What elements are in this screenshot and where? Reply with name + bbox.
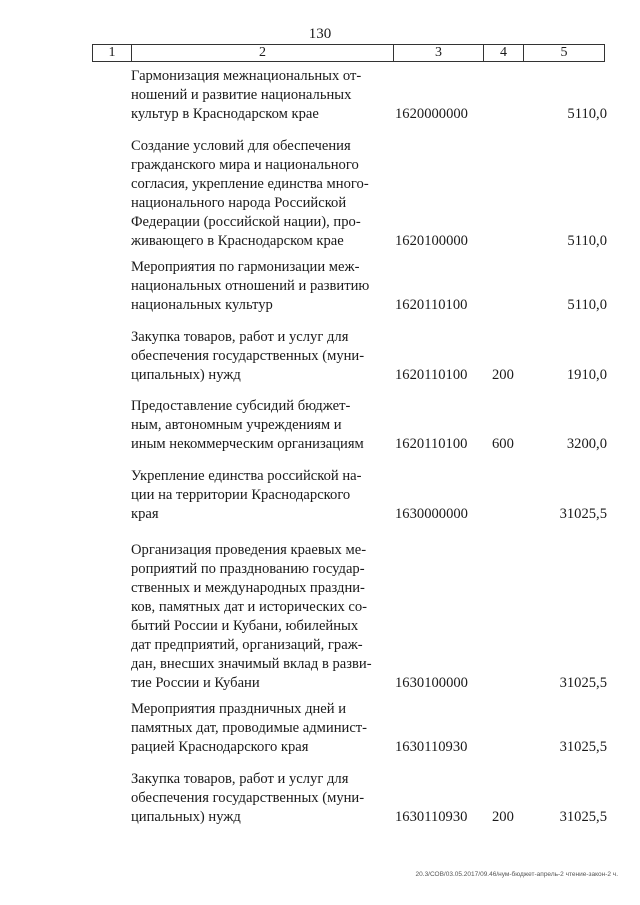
- table-row: [0, 67, 640, 124]
- row-expense-type: 200: [492, 809, 514, 825]
- row-name: Гармонизация межнациональных от- ношений и развитие национальных культур в Краснодарском крае: [131, 68, 362, 122]
- row-code: 1620110100: [395, 436, 468, 452]
- column-header-4: 4: [484, 45, 524, 61]
- row-amount: 31025,5: [559, 675, 607, 691]
- row-name: Организация проведения краевых ме- роприятий по празднованию государ- ственных и международных праздни- ков, памятных дат и исторических со- бытий России и Кубани, юбилейных дат предприятий, организаций, граж- дан, внесших значимый вклад в разви- тие России и Кубани: [131, 542, 372, 691]
- page-number: 130: [308, 26, 332, 42]
- table-row: [0, 700, 640, 757]
- row-amount: 31025,5: [559, 809, 607, 825]
- row-code: 1630110930: [395, 739, 468, 755]
- row-name: Создание условий для обеспечения гражданского мира и национального согласия, укрепление единства много- национального народа Российской Федерации (российской нации), про- живающего в Краснодарском крае: [131, 138, 369, 249]
- row-amount: 5110,0: [567, 106, 607, 122]
- table-row: [0, 397, 640, 454]
- table-row: [0, 258, 640, 315]
- row-expense-type: 600: [492, 436, 514, 452]
- row-name: Мероприятия по гармонизации меж- национальных отношений и развитию национальных культур: [131, 259, 370, 313]
- row-name: Мероприятия праздничных дней и памятных дат, проводимые админист- рацией Краснодарского края: [131, 701, 368, 755]
- row-name: Предоставление субсидий бюджет- ным, автономным учреждениям и иным некоммерческим организациям: [131, 398, 364, 452]
- row-code: 1630100000: [395, 675, 468, 691]
- table-row: [0, 770, 640, 827]
- table-header: [92, 44, 605, 62]
- table-row: [0, 467, 640, 524]
- column-header-5: 5: [560, 45, 568, 60]
- column-header-3: 3: [394, 45, 484, 61]
- row-code: 1630000000: [395, 506, 468, 522]
- row-amount: 1910,0: [566, 367, 607, 383]
- table-row: [0, 137, 640, 251]
- row-amount: 31025,5: [559, 506, 607, 522]
- row-expense-type: 200: [492, 367, 514, 383]
- row-code: 1620110100: [395, 297, 468, 313]
- table-row: [0, 541, 640, 693]
- column-header-2: 2: [132, 45, 394, 61]
- row-code: 1620100000: [395, 233, 468, 249]
- footer-file-stamp: 20.3/СОВ/03.05.2017/09.46/нум-бюджет-апрель-2 чтение-закон-2 ч.: [415, 871, 618, 878]
- row-amount: 5110,0: [567, 297, 607, 313]
- row-amount: 31025,5: [559, 739, 607, 755]
- column-header-1: 1: [93, 45, 132, 61]
- row-code: 1620000000: [395, 106, 468, 122]
- row-name: Укрепление единства российской на- ции на территории Краснодарского края: [131, 468, 362, 522]
- row-amount: 3200,0: [566, 436, 607, 452]
- row-name: Закупка товаров, работ и услуг для обеспечения государственных (муни- ципальных) нужд: [131, 771, 365, 825]
- row-amount: 5110,0: [567, 233, 607, 249]
- row-code: 1620110100: [395, 367, 468, 383]
- row-code: 1630110930: [395, 809, 468, 825]
- table-row: [0, 328, 640, 385]
- row-name: Закупка товаров, работ и услуг для обеспечения государственных (муни- ципальных) нужд: [131, 329, 365, 383]
